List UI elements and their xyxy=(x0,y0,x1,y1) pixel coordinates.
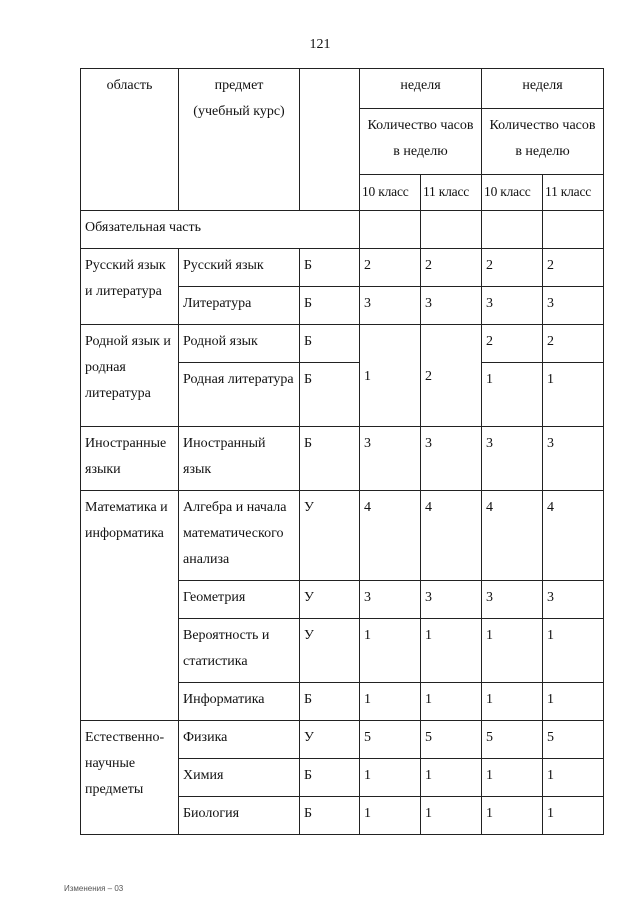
section-row xyxy=(81,211,604,249)
header-class-11b: 11 класс xyxy=(543,175,604,211)
hours-cell: 2 xyxy=(482,249,543,287)
hours-cell: 2 xyxy=(360,249,421,287)
header-subject-line1: предмет xyxy=(214,78,264,93)
hours-cell xyxy=(360,211,421,249)
hours-cell: 2 xyxy=(421,325,482,427)
hours-cell: 4 xyxy=(421,491,482,581)
header-row xyxy=(81,69,604,109)
hours-cell: 5 xyxy=(543,721,604,759)
subject-cell: Физика xyxy=(179,721,300,759)
level-cell: Б xyxy=(300,759,360,797)
area-cell: Естественно-научные предметы xyxy=(81,721,179,835)
hours-cell: 1 xyxy=(543,619,604,683)
header-class-10a: 10 класс xyxy=(360,175,421,211)
level-cell: Б xyxy=(300,427,360,491)
hours-cell: 1 xyxy=(482,619,543,683)
hours-cell: 1 xyxy=(421,619,482,683)
subject-cell: Информатика xyxy=(179,683,300,721)
header-hours-b: Количество часов в неделю xyxy=(482,109,604,175)
hours-cell: 3 xyxy=(360,287,421,325)
level-cell: Б xyxy=(300,797,360,835)
level-cell: У xyxy=(300,721,360,759)
subject-cell: Алгебра и начала математического анализа xyxy=(179,491,300,581)
table-row xyxy=(81,325,604,363)
header-level xyxy=(300,69,360,211)
subject-cell: Родной язык xyxy=(179,325,300,363)
hours-cell: 3 xyxy=(543,581,604,619)
header-week-b: неделя xyxy=(482,69,604,109)
page-number: 121 xyxy=(309,37,331,52)
hours-cell: 1 xyxy=(482,363,543,427)
hours-cell: 3 xyxy=(421,427,482,491)
hours-cell: 1 xyxy=(543,759,604,797)
area-cell: Математика и информатика xyxy=(81,491,179,721)
section-label: Обязательная часть xyxy=(81,211,360,249)
header-week-a: неделя xyxy=(360,69,482,109)
hours-cell: 3 xyxy=(543,427,604,491)
level-cell: Б xyxy=(300,363,360,427)
subject-cell: Химия xyxy=(179,759,300,797)
table-row xyxy=(81,491,604,581)
table-row xyxy=(81,249,604,287)
hours-cell: 2 xyxy=(543,249,604,287)
hours-cell: 1 xyxy=(421,797,482,835)
hours-cell: 3 xyxy=(543,287,604,325)
header-hours-a: Количество часов в неделю xyxy=(360,109,482,175)
header-class-10b: 10 класс xyxy=(482,175,543,211)
header-class-11a: 11 класс xyxy=(421,175,482,211)
hours-cell: 3 xyxy=(421,287,482,325)
hours-cell: 5 xyxy=(360,721,421,759)
hours-cell: 1 xyxy=(482,797,543,835)
level-cell: Б xyxy=(300,287,360,325)
hours-cell: 4 xyxy=(543,491,604,581)
hours-cell: 1 xyxy=(360,759,421,797)
hours-cell: 5 xyxy=(482,721,543,759)
footer-revision: Изменения – 03 xyxy=(64,884,124,893)
hours-cell: 4 xyxy=(360,491,421,581)
hours-cell: 1 xyxy=(482,683,543,721)
level-cell: Б xyxy=(300,683,360,721)
hours-cell: 1 xyxy=(482,759,543,797)
hours-cell: 3 xyxy=(482,581,543,619)
hours-cell: 1 xyxy=(360,325,421,427)
hours-cell: 3 xyxy=(421,581,482,619)
hours-cell: 5 xyxy=(421,721,482,759)
hours-cell: 3 xyxy=(360,427,421,491)
level-cell: Б xyxy=(300,325,360,363)
level-cell: У xyxy=(300,581,360,619)
hours-cell: 1 xyxy=(421,683,482,721)
level-cell: Б xyxy=(300,249,360,287)
hours-cell: 3 xyxy=(482,427,543,491)
hours-cell: 1 xyxy=(360,797,421,835)
hours-cell: 1 xyxy=(360,683,421,721)
subject-cell: Литература xyxy=(179,287,300,325)
header-subject-line2: (учебный курс) xyxy=(193,104,285,119)
hours-cell: 1 xyxy=(360,619,421,683)
hours-cell: 1 xyxy=(421,759,482,797)
subject-cell: Родная литература xyxy=(179,363,300,427)
hours-cell: 2 xyxy=(482,325,543,363)
table-row xyxy=(81,721,604,759)
area-cell: Иностранные языки xyxy=(81,427,179,491)
hours-cell xyxy=(421,211,482,249)
hours-cell: 1 xyxy=(543,683,604,721)
subject-cell: Иностранный язык xyxy=(179,427,300,491)
hours-cell: 2 xyxy=(421,249,482,287)
curriculum-table xyxy=(80,68,604,835)
hours-cell: 2 xyxy=(543,325,604,363)
table-row xyxy=(81,427,604,491)
hours-cell: 1 xyxy=(543,797,604,835)
hours-cell xyxy=(482,211,543,249)
subject-cell: Биология xyxy=(179,797,300,835)
level-cell: У xyxy=(300,619,360,683)
hours-cell: 1 xyxy=(543,363,604,427)
header-area: область xyxy=(81,69,179,211)
area-cell: Родной язык и родная литература xyxy=(81,325,179,427)
subject-cell: Геометрия xyxy=(179,581,300,619)
subject-cell: Русский язык xyxy=(179,249,300,287)
hours-cell xyxy=(543,211,604,249)
header-subject xyxy=(179,69,300,211)
hours-cell: 3 xyxy=(482,287,543,325)
area-cell: Русский язык и литература xyxy=(81,249,179,325)
subject-cell: Вероятность и статистика xyxy=(179,619,300,683)
hours-cell: 3 xyxy=(360,581,421,619)
level-cell: У xyxy=(300,491,360,581)
hours-cell: 4 xyxy=(482,491,543,581)
